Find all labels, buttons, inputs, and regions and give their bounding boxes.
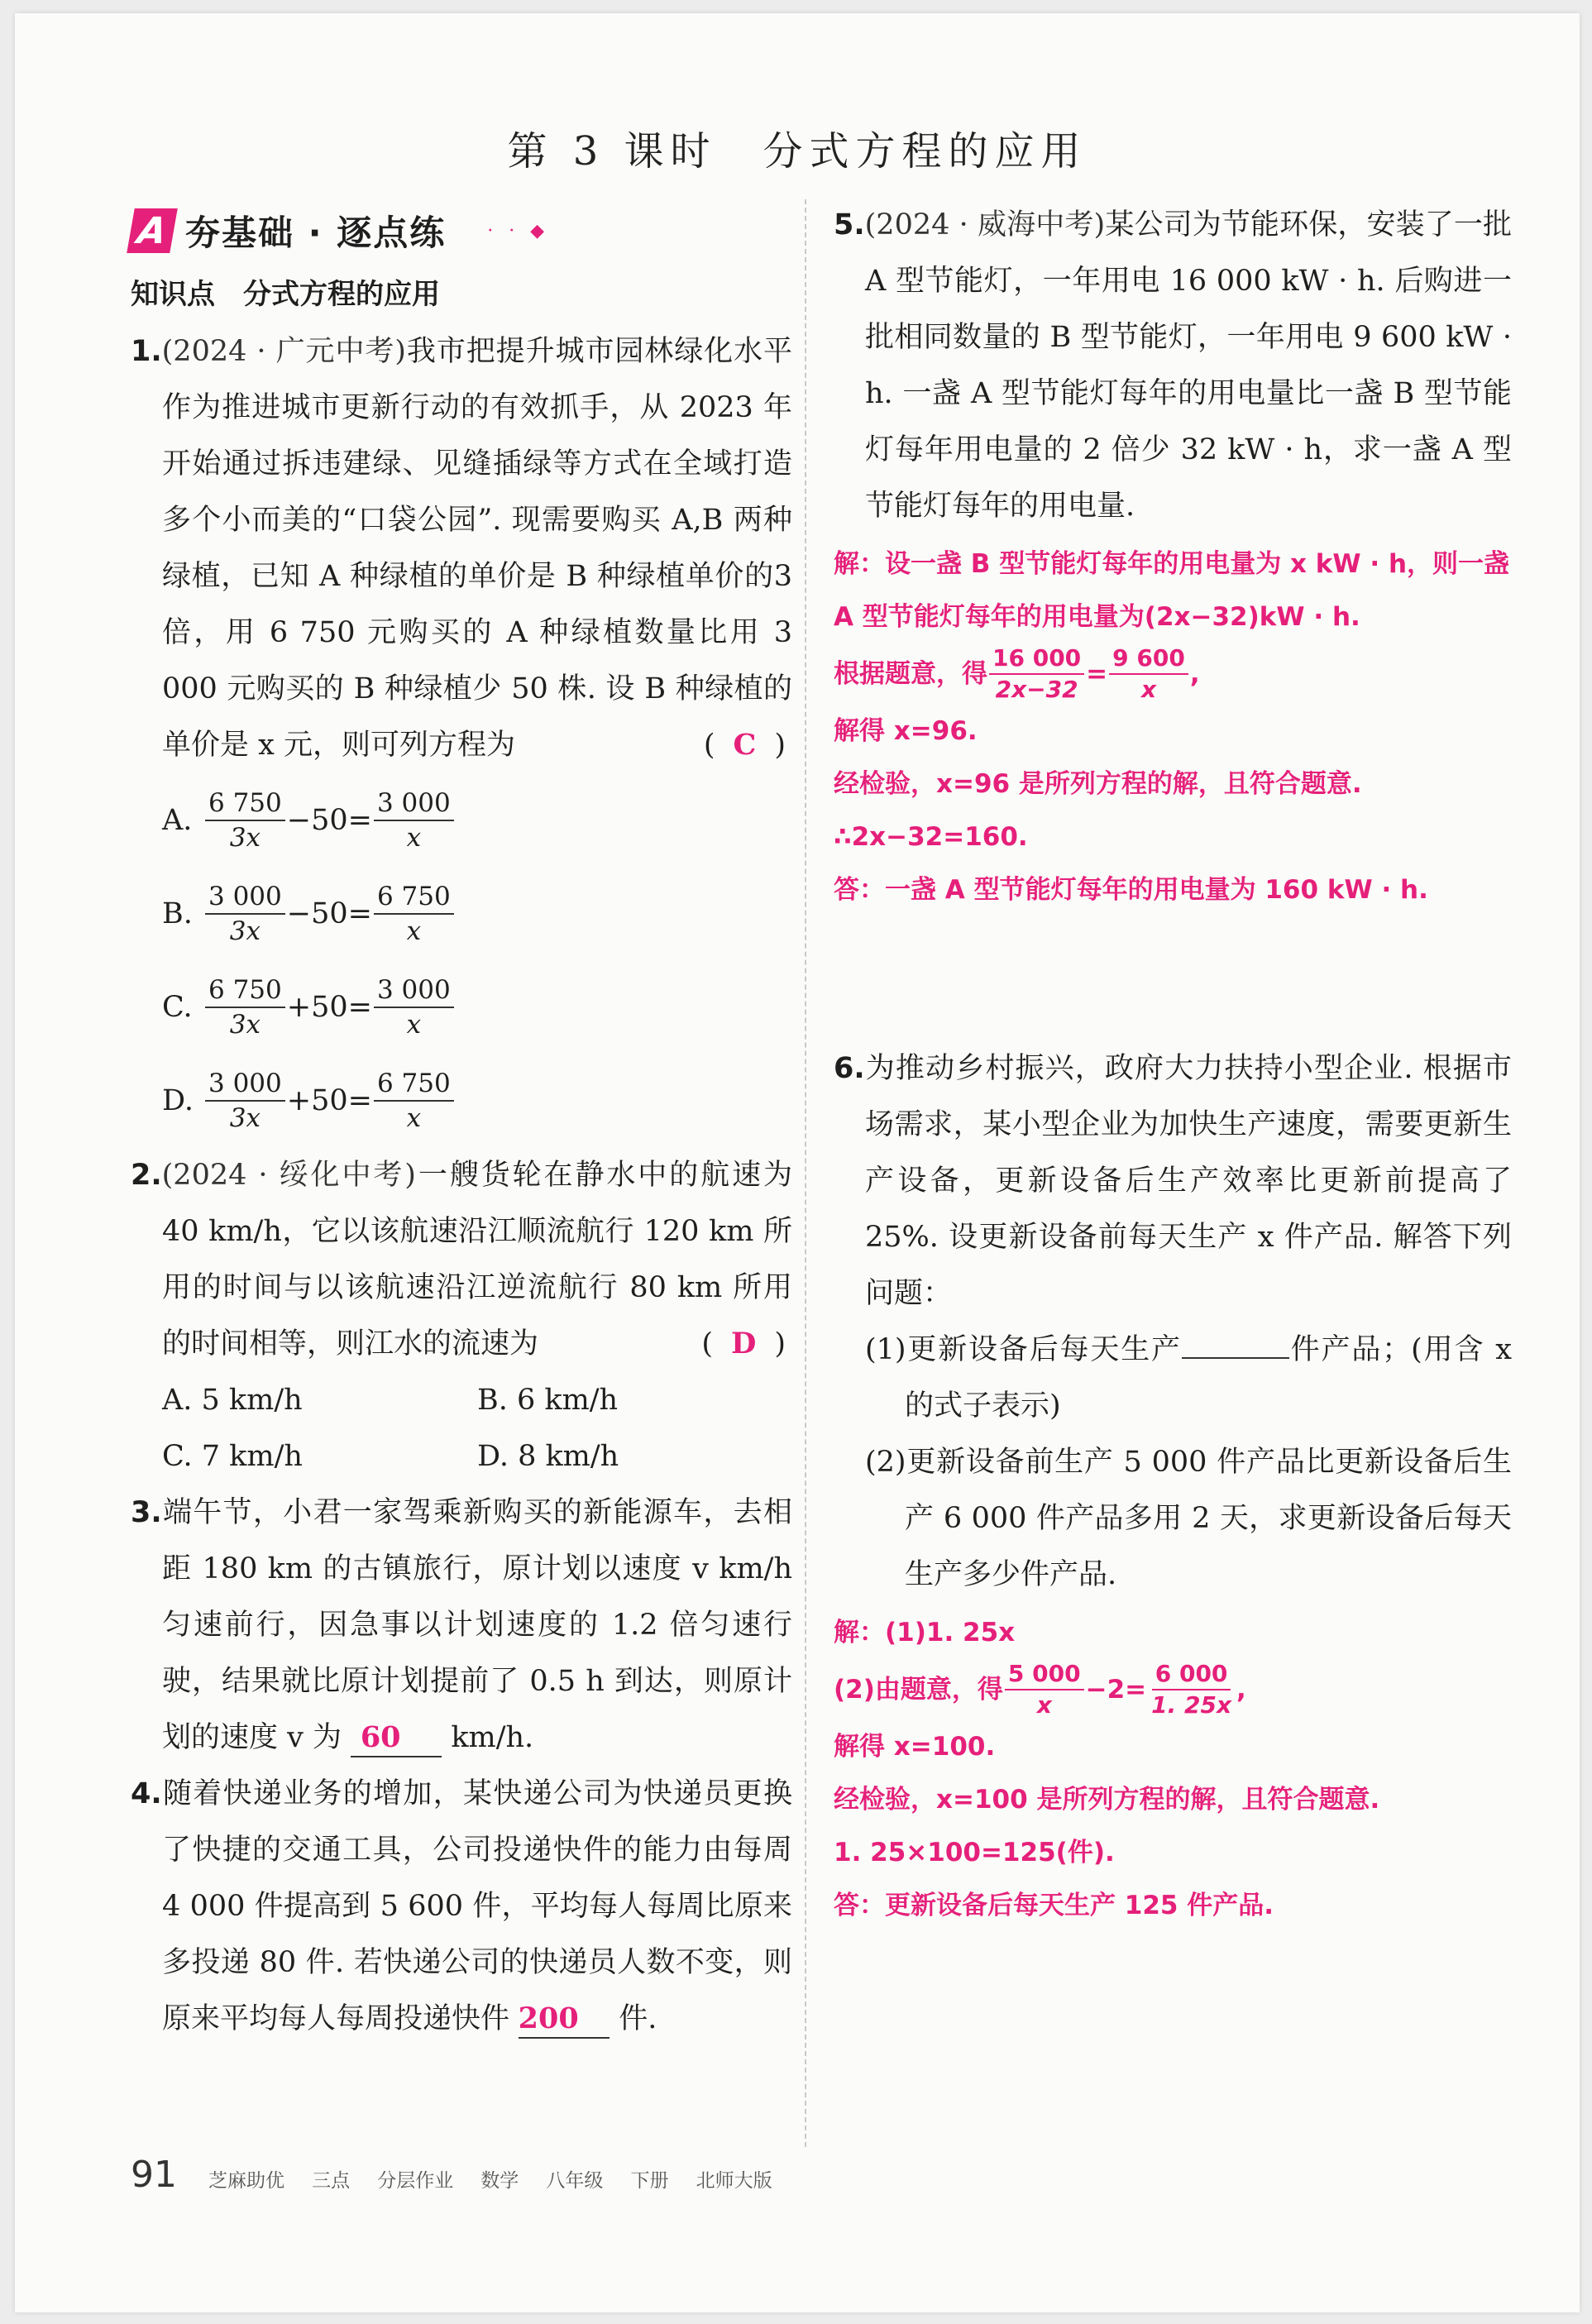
denominator: 1. 25x — [1151, 1691, 1232, 1719]
left-column — [131, 202, 792, 2047]
solution-line: ∴2x−32=160. — [834, 822, 1028, 852]
section-header — [131, 202, 792, 260]
question-text: 我市把提升城市园林绿化水平作为推进城市更新行动的有效抓手，从 2023 年开始通过拆违建绿、见缝插绿等方式在全域打造多个小而美的“口袋公园”. 现需要购买 A,B 两种绿植，已知 A 种绿植的单价是 B 种绿植单价的3 倍，用 6 750 元购买的 A 种绿植数量比用 3 000 元购买的 B 种绿植少 50 株. 设 B 种绿植的单价是 x 元，则可列方程为 — [162, 335, 792, 762]
solution-line: 经检验，x=100 是所列方程的解，且符合题意. — [834, 1785, 1380, 1815]
solution-text: (2)由题意，得 — [834, 1675, 1003, 1705]
footer-series: 三点 — [312, 2170, 351, 2192]
denominator: 3x — [229, 1009, 261, 1040]
solution-line: 答：一盏 A 型节能灯每年的用电量为 160 kW · h. — [834, 875, 1428, 905]
question-source: (2024 · 广元中考) — [161, 335, 406, 368]
options-row — [131, 1372, 792, 1428]
denominator: x — [1036, 1691, 1052, 1719]
footer-edition: 北师大版 — [696, 2170, 772, 2192]
operator: −50= — [286, 897, 372, 930]
question-2 — [131, 1147, 792, 1485]
fraction — [205, 880, 285, 948]
fraction — [374, 1067, 454, 1135]
question-6 — [834, 1040, 1512, 1603]
option-c: C. 7 km/h — [162, 1440, 303, 1473]
column-divider — [805, 199, 806, 2147]
fraction — [374, 787, 454, 854]
fraction — [374, 973, 454, 1041]
solution-line: 答：更新设备后每天生产 125 件产品. — [834, 1891, 1274, 1920]
page-number: 91 — [131, 2154, 177, 2196]
solution-line: 解：(1)1. 25x — [834, 1618, 1016, 1647]
footer-volume: 下册 — [630, 2170, 669, 2192]
option-a — [131, 773, 792, 867]
question-number: 4. — [131, 1777, 162, 1810]
solution-line: 1. 25×100=125(件). — [834, 1838, 1115, 1867]
denominator: x — [1140, 676, 1157, 703]
solution-6 — [834, 1606, 1512, 1932]
question-text: 某公司为节能环保，安装了一批 A 型节能灯，一年用电 16 000 kW · h. 后购进一批相同数量的 B 型节能灯，一年用电 9 600 kW · h. 一盏 A 型节能灯每年的用电量比一盏 B 型节能灯每年用电量的 2 倍少 32 kW · h，求一盏 A 型节能灯每年的用电量. — [865, 208, 1512, 523]
page-title: 第 3 课时 分式方程的应用 — [507, 128, 1088, 175]
sub-question-1 — [834, 1322, 1512, 1434]
question-5 — [834, 197, 1512, 534]
option-label: D. — [162, 1083, 194, 1117]
option-d — [131, 1054, 792, 1147]
denominator: 3x — [229, 916, 261, 946]
footer-subject: 数学 — [480, 2170, 519, 2192]
sub-question-text: 件产品；(用含 x 的式子表示) — [905, 1333, 1512, 1423]
fraction — [205, 1067, 285, 1135]
section-badge: A — [127, 208, 178, 253]
knowledge-topic: 分式方程的应用 — [243, 278, 440, 311]
numerator: 3 000 — [205, 1067, 285, 1102]
section-dots: · · ◆ — [487, 220, 550, 241]
solution-equation — [834, 643, 1512, 705]
option-b — [131, 867, 792, 960]
numerator: 3 000 — [374, 787, 454, 821]
fraction — [1148, 1659, 1235, 1720]
answer-paren: ( D ) — [701, 1327, 786, 1360]
solution-5 — [834, 538, 1512, 916]
question-number: 5. — [834, 208, 865, 241]
option-c — [131, 960, 792, 1054]
sub-question-text: (1)更新设备后每天生产 — [865, 1333, 1182, 1366]
page — [15, 13, 1580, 2312]
numerator: 6 000 — [1152, 1659, 1231, 1690]
numerator: 9 600 — [1109, 643, 1188, 675]
denominator: 3x — [229, 822, 261, 853]
answer-blank — [1182, 1357, 1289, 1359]
option-label: A. — [162, 803, 193, 837]
denominator: 2x−32 — [995, 676, 1078, 703]
numerator: 3 000 — [374, 973, 454, 1008]
footer-grade: 八年级 — [546, 2170, 604, 2192]
denominator: x — [406, 822, 422, 853]
numerator: 5 000 — [1005, 1659, 1084, 1690]
section-title: 夯基础 · 逐点练 — [185, 213, 447, 253]
question-text: 随着快递业务的增加，某快递公司为快递员更换了快捷的交通工具，公司投递快件的能力由每周 4 000 件提高到 5 600 件，平均每人每周比原来多投递 80 件. 若快递公司的快递员人数不变，则原来平均每人每周投递快件 — [161, 1777, 792, 2035]
question-text: 端午节，小君一家驾乘新购买的新能源车，去相距 180 km 的古镇旅行，原计划以速度 v km/h匀速前行，因急事以计划速度的 1.2 倍匀速行驶，结果就比原计划提前了 0.5 h 到达，则原计划的速度 v 为 — [161, 1496, 792, 1754]
question-3 — [131, 1485, 792, 1766]
operator: +50= — [286, 990, 372, 1024]
option-d: D. 8 km/h — [477, 1440, 619, 1473]
solution-line: 解：设一盏 B 型节能灯每年的用电量为 x kW · h，则一盏 A 型节能灯每年的用电量为(2x−32)kW · h. — [834, 549, 1510, 632]
option-b: B. 6 km/h — [477, 1384, 619, 1417]
fraction — [205, 973, 285, 1041]
answer-choice: C — [733, 728, 757, 762]
question-text: 为推动乡村振兴，政府大力扶持小型企业. 根据市场需求，某小型企业为加快生产速度，需要更新生产设备，更新设备后生产效率比更新前提高了 25%. 设更新设备前每天生产 x 件产品. 解答下列问题： — [864, 1052, 1512, 1310]
punctuation: , — [1236, 1675, 1246, 1705]
fraction — [374, 880, 454, 948]
option-label: B. — [162, 897, 193, 930]
solution-line: 解得 x=100. — [834, 1732, 996, 1762]
solution-equation — [834, 1659, 1512, 1720]
numerator: 6 750 — [205, 973, 285, 1008]
answer-choice: D — [730, 1327, 757, 1360]
right-column — [834, 197, 1512, 1932]
answer-unit: km/h. — [451, 1721, 534, 1754]
numerator: 6 750 — [374, 880, 454, 915]
sub-question-2: (2)更新设备前生产 5 000 件产品比更新设备后生产 6 000 件产品多用 2 天，求更新设备后每天生产多少件产品. — [865, 1446, 1512, 1591]
question-source: (2024 · 威海中考) — [864, 208, 1106, 241]
knowledge-label: 知识点 — [131, 278, 215, 311]
footer-meta — [208, 2165, 796, 2192]
answer-blank: 60 — [351, 1719, 442, 1757]
option-a: A. 5 km/h — [162, 1384, 303, 1417]
fraction — [1005, 1659, 1084, 1720]
solution-line: 解得 x=96. — [834, 716, 978, 746]
denominator: x — [406, 916, 422, 946]
punctuation: , — [1189, 659, 1200, 689]
question-4 — [131, 1766, 792, 2047]
answer-blank: 200 — [519, 2001, 610, 2039]
footer-type: 分层作业 — [377, 2170, 454, 2192]
question-text: 一艘货轮在静水中的航速为 40 km/h，它以该航速沿江顺流航行 120 km 所用的时间与以该航速沿江逆流航行 80 km 所用的时间相等，则江水的流速为 — [162, 1159, 792, 1360]
page-footer — [131, 2154, 796, 2196]
denominator: 3x — [229, 1102, 261, 1133]
answer-unit: 件. — [619, 2002, 657, 2035]
operator: = — [1086, 659, 1108, 689]
solution-text: 根据题意，得 — [834, 659, 987, 689]
question-number: 3. — [131, 1496, 162, 1529]
answer-paren: ( C ) — [703, 728, 786, 762]
fraction — [205, 787, 285, 854]
question-number: 1. — [131, 335, 162, 368]
numerator: 6 750 — [205, 787, 285, 821]
question-number: 6. — [834, 1052, 865, 1085]
operator: +50= — [286, 1083, 372, 1117]
fraction — [1109, 643, 1188, 705]
numerator: 16 000 — [989, 643, 1084, 675]
denominator: x — [406, 1009, 422, 1040]
fraction — [989, 643, 1084, 705]
option-label: C. — [162, 990, 193, 1024]
options-row — [131, 1428, 792, 1485]
operator: −50= — [286, 803, 372, 837]
solution-line: 经检验，x=96 是所列方程的解，且符合题意. — [834, 769, 1362, 799]
question-1 — [131, 323, 792, 1147]
operator: −2= — [1085, 1675, 1147, 1705]
knowledge-point — [131, 271, 792, 312]
question-number: 2. — [131, 1159, 162, 1192]
footer-brand: 芝麻助优 — [208, 2170, 284, 2192]
denominator: x — [406, 1102, 422, 1133]
numerator: 6 750 — [374, 1067, 454, 1102]
numerator: 3 000 — [205, 880, 285, 915]
question-source: (2024 · 绥化中考) — [161, 1159, 416, 1192]
